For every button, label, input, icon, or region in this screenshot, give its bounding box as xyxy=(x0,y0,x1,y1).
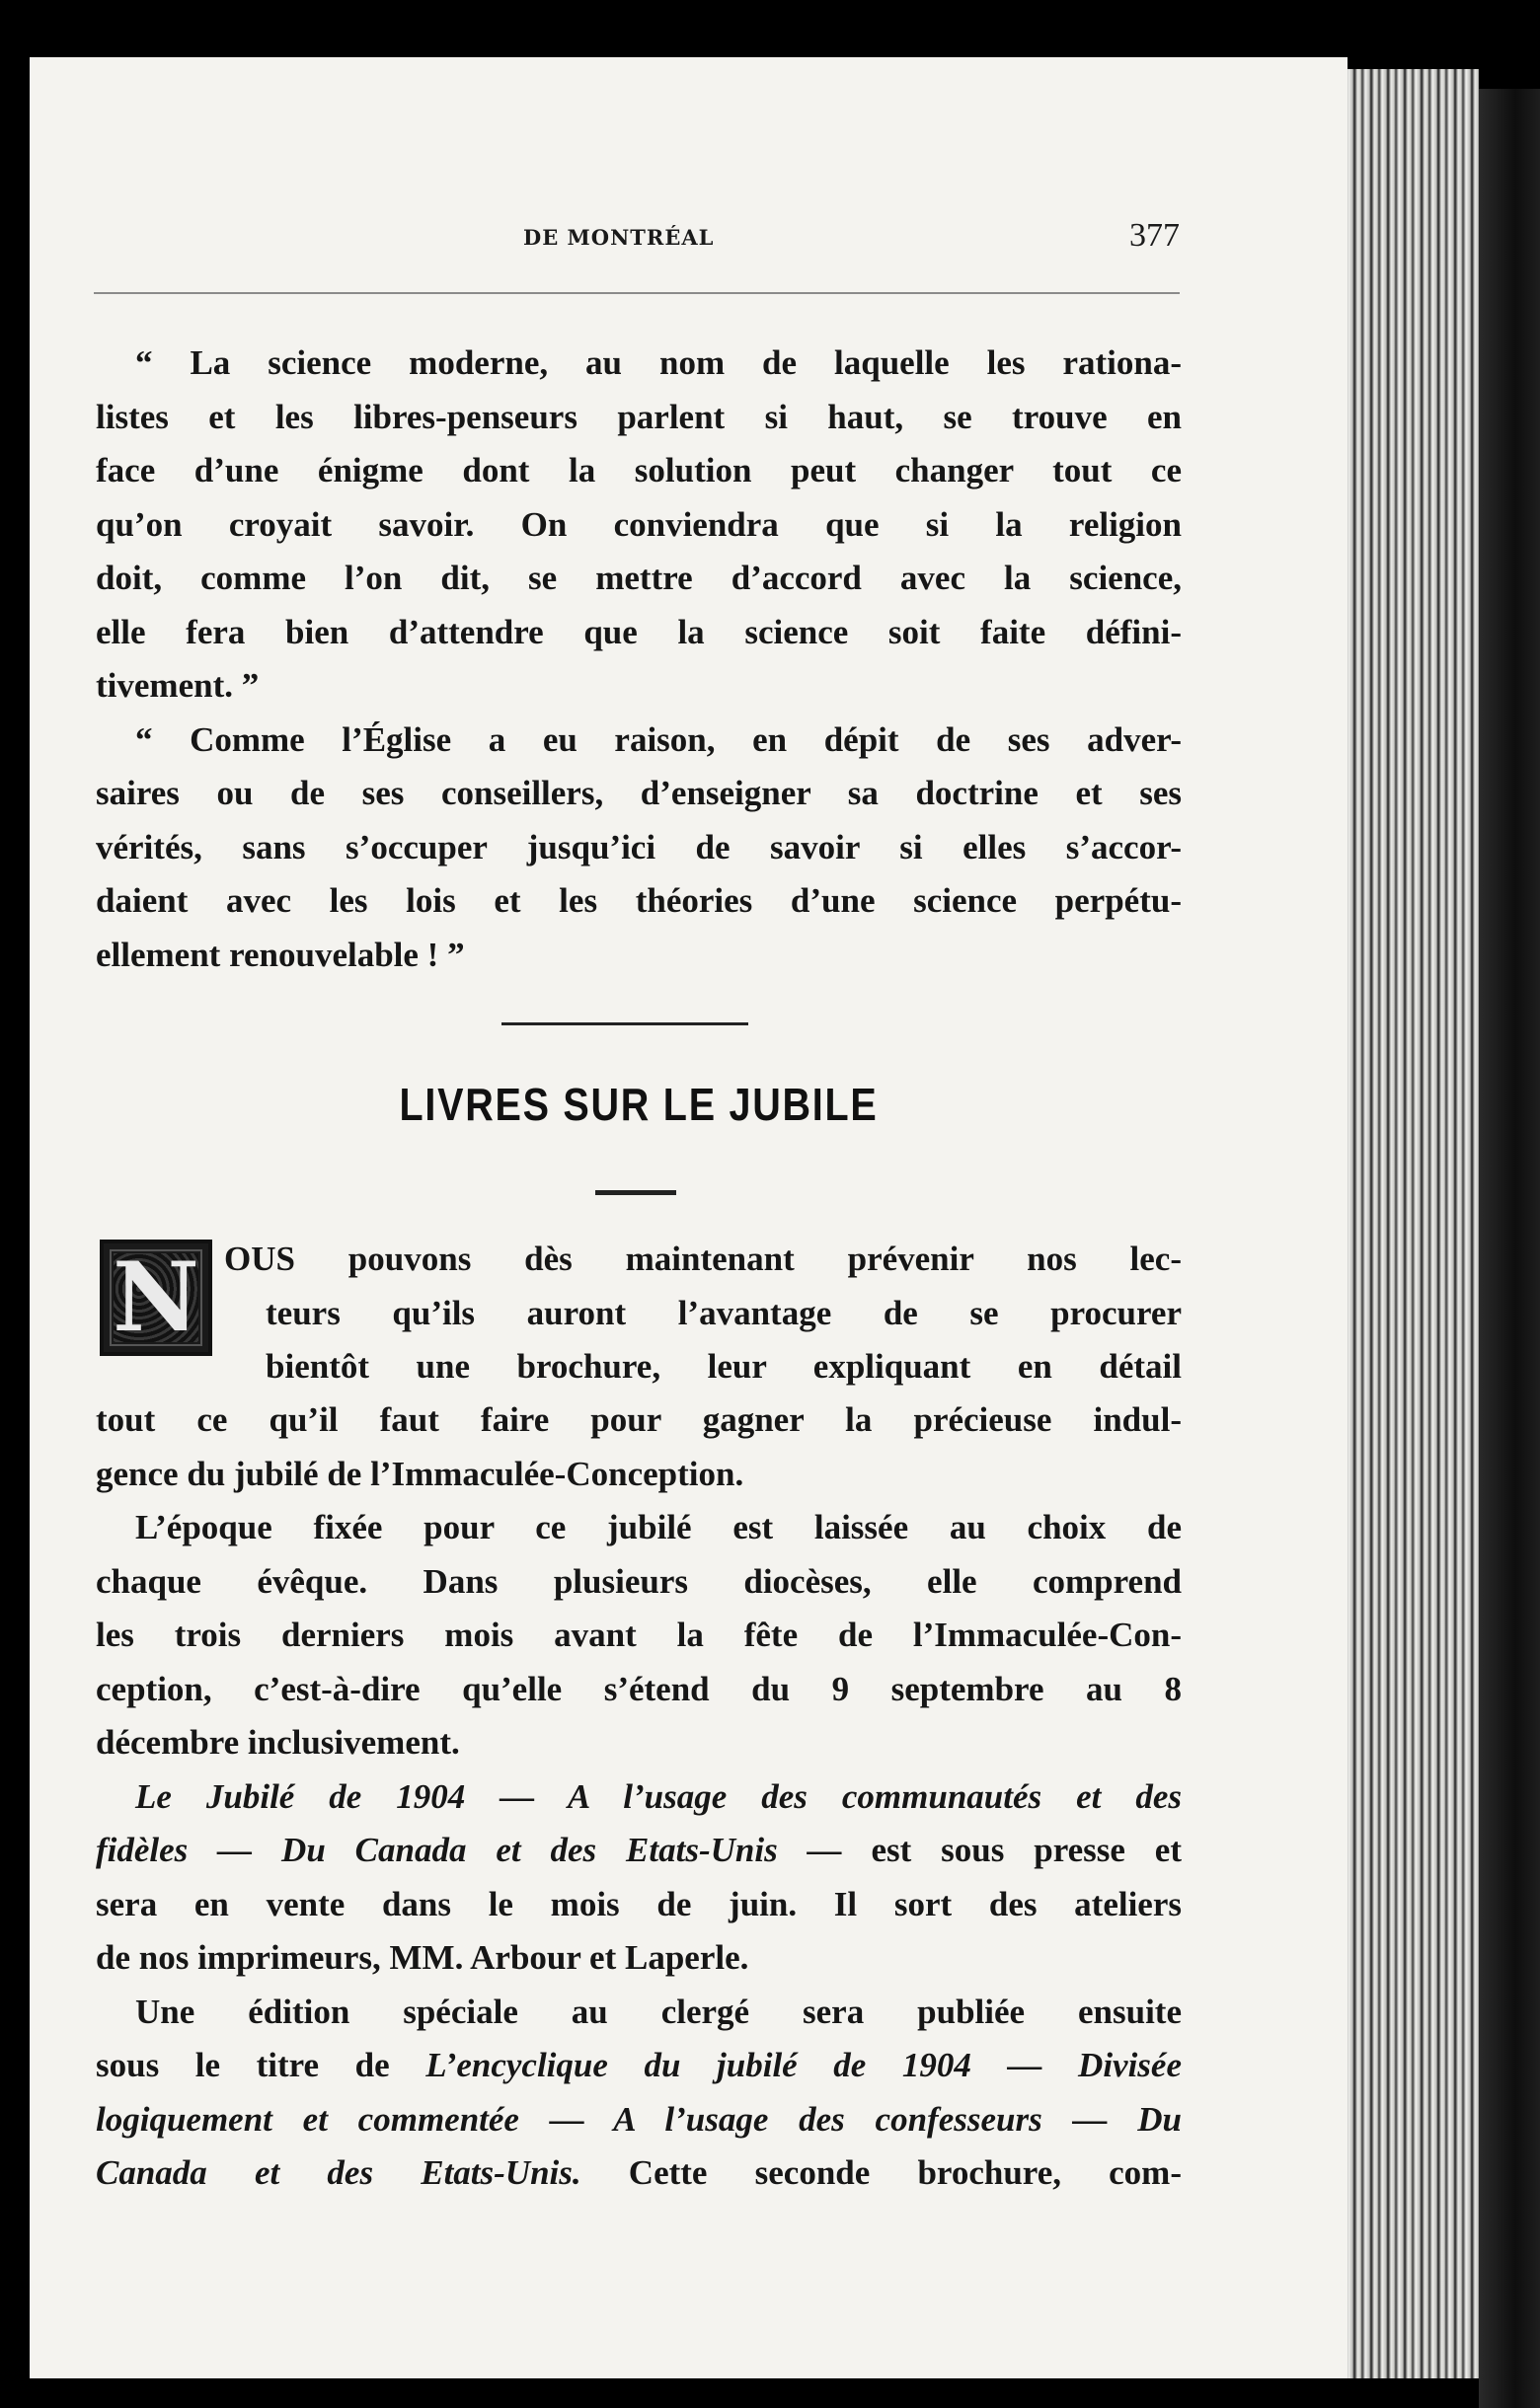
text-line-mixed xyxy=(96,1824,1182,1878)
page-number: 377 xyxy=(1129,217,1180,254)
text-line: bientôt une brochure, leur expliquant en détail xyxy=(266,1347,1182,1386)
text-line: de nos imprimeurs, MM. Arbour et Laperle. xyxy=(96,1938,749,1977)
title-underline-rule xyxy=(595,1190,676,1195)
text-line: L’époque fixée pour ce jubilé est laissée au choix de xyxy=(135,1508,1182,1546)
section-separator-rule xyxy=(501,1022,748,1025)
running-head xyxy=(94,217,1180,261)
italic-run: fidèles — Du Canada et des Etats-Unis — xyxy=(96,1831,842,1869)
text-line: les trois derniers mois avant la fête de l’Immaculée-Con- xyxy=(96,1616,1182,1654)
text-line: OUS pouvons dès maintenant prévenir nos lec- xyxy=(224,1240,1182,1278)
ornamental-dropcap xyxy=(100,1240,212,1356)
text-line: ellement renouvelable ! ” xyxy=(96,935,465,974)
text-line: sera en vente dans le mois de juin. Il sort des ateliers xyxy=(96,1884,1182,1923)
text-line: doit, comme l’on dit, se mettre d’accord avec la science, xyxy=(96,559,1182,597)
text-line: ception, c’est-à-dire qu’elle s’étend du 9 septembre au 8 xyxy=(96,1669,1182,1708)
paragraph-1-indented xyxy=(224,1233,1182,1394)
text-line: vérités, sans s’occuper jusqu’ici de savoir si elles s’accor- xyxy=(96,827,1182,866)
text-line: “ Comme l’Église a eu raison, en dépit de ses adver- xyxy=(135,719,1182,759)
text-line: Une édition spéciale au clergé sera publiée ensuite xyxy=(135,1992,1182,2031)
header-rule xyxy=(94,292,1180,294)
text-line-mixed xyxy=(96,2039,1182,2093)
book-spine xyxy=(1479,89,1540,2408)
text-line: face d’une énigme dont la solution peut changer tout ce xyxy=(96,451,1182,489)
text-line-italic: Le Jubilé de 1904 — A l’usage des communautés et des xyxy=(135,1776,1182,1816)
text-line: saires ou de ses conseillers, d’enseigner sa doctrine et ses xyxy=(96,774,1182,812)
quotation-block xyxy=(96,337,1182,982)
italic-run: L’encyclique du jubilé de 1904 — Divisée xyxy=(425,2046,1182,2084)
text-line: teurs qu’ils auront l’avantage de se procurer xyxy=(266,1293,1182,1332)
page-edges xyxy=(1341,69,1479,2378)
plain-run: est sous presse et xyxy=(841,1831,1183,1869)
text-line-mixed xyxy=(96,2146,1182,2201)
text-line: tout ce qu’il faut faire pour gagner la précieuse indul- xyxy=(96,1400,1182,1439)
text-line: décembre inclusivement. xyxy=(96,1723,460,1762)
paragraph-1-continued xyxy=(96,1393,1182,2201)
text-line: tivement. ” xyxy=(96,666,260,705)
text-line: listes et les libres-penseurs parlent si haut, se trouve en xyxy=(96,397,1182,436)
dropcap-letter: N xyxy=(113,1242,199,1353)
plain-run: sous le titre de xyxy=(96,2046,426,2084)
text-line: elle fera bien d’attendre que la science soit faite défini- xyxy=(96,612,1182,651)
text-line: chaque évêque. Dans plusieurs diocèses, elle comprend xyxy=(96,1561,1182,1601)
text-line: qu’on croyait savoir. On conviendra que si la religion xyxy=(96,504,1182,544)
text-line-italic: logiquement et commentée — A l’usage des confesseurs — Du xyxy=(96,2099,1182,2139)
plain-run: Cette seconde brochure, com- xyxy=(580,2153,1182,2192)
running-head-title: DE MONTRÉAL xyxy=(523,225,715,250)
section-title: LIVRES SUR LE JUBILE xyxy=(399,1079,879,1130)
italic-run: Canada et des Etats-Unis. xyxy=(96,2153,581,2192)
text-line: daient avec les lois et les théories d’une science perpétu- xyxy=(96,881,1182,920)
text-line: gence du jubilé de l’Immaculée-Conception. xyxy=(96,1454,744,1493)
text-line: “ La science moderne, au nom de laquelle les rationa- xyxy=(135,343,1182,382)
